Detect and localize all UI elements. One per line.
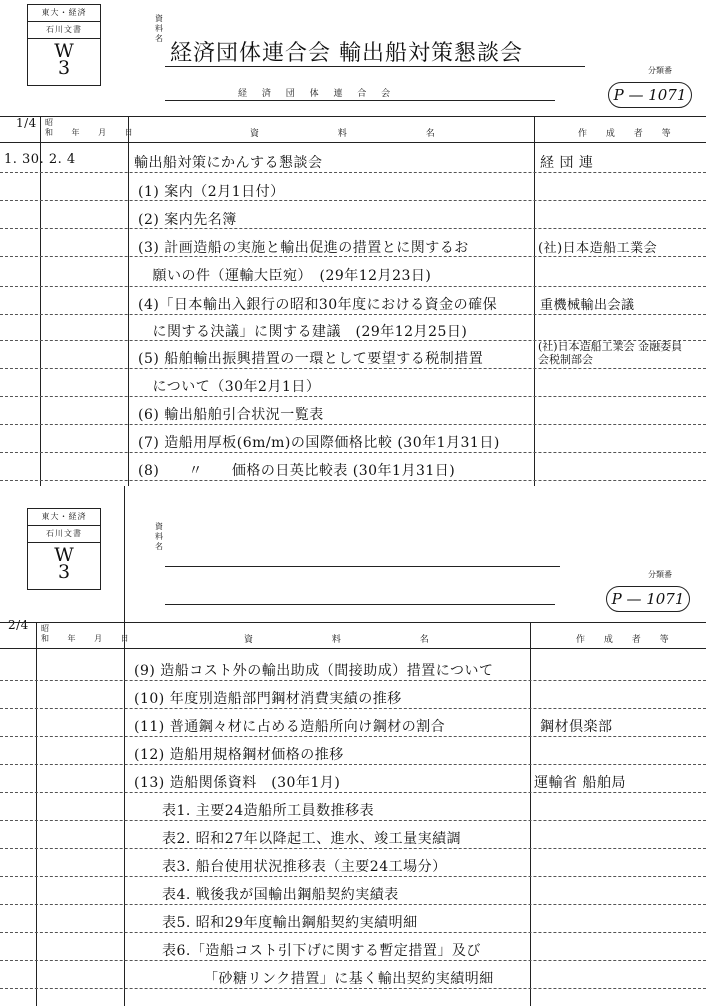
list-item: (2) 案内先名簿 <box>138 212 237 228</box>
page-marker: 2/4 <box>8 618 29 632</box>
title-underline <box>165 66 585 67</box>
list-item: (4)「日本輸出入銀行の昭和30年度における資金の確保 <box>138 297 498 313</box>
category-number: P — 1071 <box>608 82 692 108</box>
stamp-line-1: 東大・経済 <box>28 509 100 526</box>
list-item: (1) 案内（2月1日付） <box>138 184 285 200</box>
list-item: (9) 造船コスト外の輸出助成（間接助成）措置について <box>134 663 494 679</box>
header-date: 和 年 月 日 <box>45 128 141 137</box>
stamp-code <box>28 544 100 583</box>
stamp-code <box>28 40 100 79</box>
organization-name: 経 済 団 体 連 合 会 <box>238 89 397 99</box>
header-era: 昭 <box>41 624 49 633</box>
list-item: (3) 計画造船の実施と輸出促進の措置とに関するお <box>138 240 469 256</box>
category-number: P — 1071 <box>606 586 690 612</box>
archive-stamp <box>27 4 101 86</box>
list-item: について（30年2月1日） <box>138 379 321 395</box>
row-author: (社)日本造船工業会 <box>538 241 658 256</box>
list-item: (8) 〃 価格の日英比較表 (30年1月31日) <box>138 463 456 479</box>
row-author: (社)日本造船工業会 金融委員会税制部会 <box>538 340 683 366</box>
header-author: 作 成 者 等 <box>576 635 677 645</box>
list-item: 表3. 船台使用状況推移表（主要24工場分） <box>162 859 447 875</box>
row-author: 経 団 連 <box>540 155 594 171</box>
header-date: 和 年 月 日 <box>41 634 137 643</box>
stamp-code-number: 3 <box>57 561 71 583</box>
list-item: (7) 造船用厚板(6m/m)の国際価格比較 (30年1月31日) <box>138 435 500 451</box>
list-item: 表4. 戦後我が国輸出鋼船契約実績表 <box>162 887 399 903</box>
category-label: 分類番 <box>648 66 672 75</box>
row-author: 鋼材倶楽部 <box>540 719 613 735</box>
list-item: 輸出船対策にかんする懇談会 <box>134 155 323 171</box>
row-author: 重機械輸出会議 <box>540 298 635 313</box>
list-item: (10) 年度別造船部門鋼材消費実績の推移 <box>134 691 402 707</box>
header-documents: 資 料 名 <box>244 635 467 645</box>
header-documents: 資 料 名 <box>250 129 473 139</box>
list-item: 「砂糖リンク措置」に基く輸出契約実績明細 <box>204 971 494 987</box>
list-item: 表5. 昭和29年度輸出鋼船契約実績明細 <box>162 915 418 931</box>
stamp-code-letter: W <box>54 544 74 566</box>
stamp-line-2: 石川文書 <box>28 526 100 543</box>
header-author: 作 成 者 等 <box>578 129 679 139</box>
list-item: (13) 造船関係資料 (30年1月) <box>134 775 341 791</box>
list-item: 願いの件（運輸大臣宛） (29年12月23日) <box>138 268 432 284</box>
document-title: 経済団体連合会 輸出船対策懇談会 <box>170 41 523 66</box>
stamp-line-2: 石川文書 <box>28 22 100 39</box>
archive-stamp <box>27 508 101 590</box>
list-item: に関する決議」に関する建議 (29年12月25日) <box>138 324 468 340</box>
stamp-code-number: 3 <box>57 57 71 79</box>
list-item: (5) 船舶輸出振興措置の一環として要望する税制措置 <box>138 351 484 367</box>
stamp-code-letter: W <box>54 40 74 62</box>
list-item: (12) 造船用規格鋼材価格の推移 <box>134 747 344 763</box>
list-item: (6) 輸出船舶引合状況一覧表 <box>138 407 324 423</box>
row-author: 運輸省 船舶局 <box>534 775 626 791</box>
list-item: 表2. 昭和27年以降起工、進水、竣工量実績調 <box>162 831 462 847</box>
header-era: 昭 <box>45 118 53 127</box>
category-label: 分類番 <box>648 570 672 579</box>
row-date: 1. 30. 2. 4 <box>4 152 76 167</box>
document-label: 資 料 名 <box>155 522 163 551</box>
stamp-line-1: 東大・経済 <box>28 5 100 22</box>
page-marker: 1/4 <box>16 116 37 130</box>
list-item: 表1. 主要24造船所工員数推移表 <box>162 803 375 819</box>
list-item: 表6.「造船コスト引下げに関する暫定措置」及び <box>162 943 481 959</box>
document-label: 資 料 名 <box>155 14 163 43</box>
list-item: (11) 普通鋼々材に占める造船所向け鋼材の割合 <box>134 719 446 735</box>
